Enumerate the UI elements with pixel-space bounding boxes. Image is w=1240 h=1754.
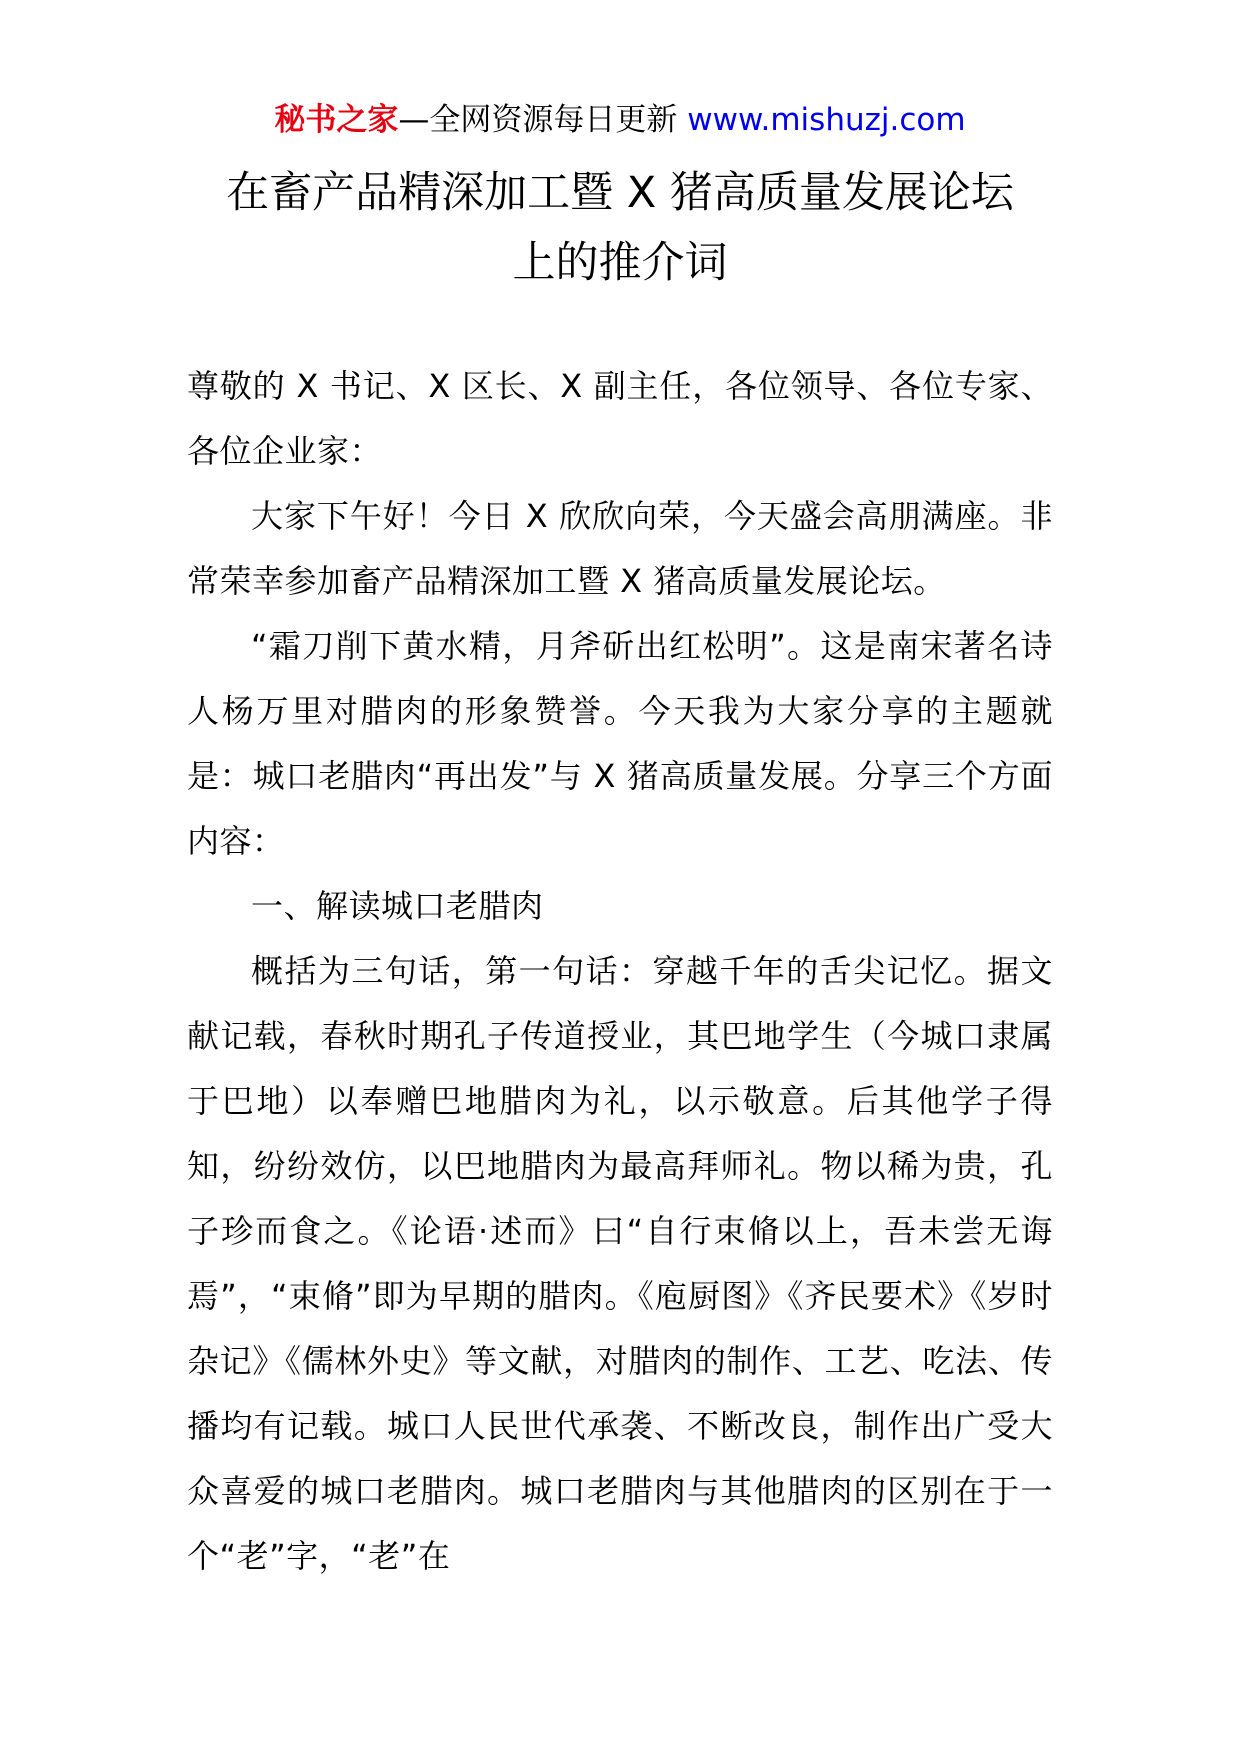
salutation-paragraph: 尊敬的 X 书记、X 区长、X 副主任，各位领导、各位专家、各位企业家： — [187, 367, 1053, 470]
section-paragraph: 概括为三句话，第一句话：穿越千年的舌尖记忆。据文献记载，春秋时期孔子传道授业，其巴地学生（今城口隶属于巴地）以奉赠巴地腊肉为礼，以示敬意。后其他学子得知，纷纷效仿，以巴地腊肉为最高拜师礼。物以稀为贵，孔子珍而食之。《论语·述而》曰“自行束脩以上，吾未尝无诲焉”，“束脩”即为早期的腊肉。《庖厨图》《齐民要术》《岁时杂记》《儒林外史》等文献，对腊肉的制作、工艺、吃法、传播均有记载。城口人民世代承袭、不断改良，制作出广受大众喜爱的城口老腊肉。城口老腊肉与其他腊肉的区别在于一个“老”字，“老”在 — [187, 952, 1053, 1575]
document-title — [0, 158, 1240, 298]
title-line-1: 在畜产品精深加工暨 X 猪高质量发展论坛 — [226, 168, 1014, 218]
section-heading: 一、解读城口老腊肉 — [251, 887, 544, 925]
title-line-2: 上的推介词 — [512, 238, 728, 288]
site-header — [0, 98, 1240, 142]
document-body — [187, 354, 1053, 1589]
greeting-paragraph: 大家下午好！今日 X 欣欣向荣，今天盛会高朋满座。非常荣幸参加畜产品精深加工暨 X 猪高质量发展论坛。 — [187, 497, 1053, 600]
intro-paragraph: “霜刀削下黄水精，月斧斫出红松明”。这是南宋著名诗人杨万里对腊肉的形象赞誉。今天我为大家分享的主题就是：城口老腊肉“再出发”与 X 猪高质量发展。分享三个方面内容： — [187, 627, 1053, 860]
site-url-link[interactable]: www.mishuzj.com — [687, 102, 966, 138]
brand-name: 秘书之家 — [274, 102, 399, 138]
header-tagline: —全网资源每日更新 — [398, 102, 688, 138]
